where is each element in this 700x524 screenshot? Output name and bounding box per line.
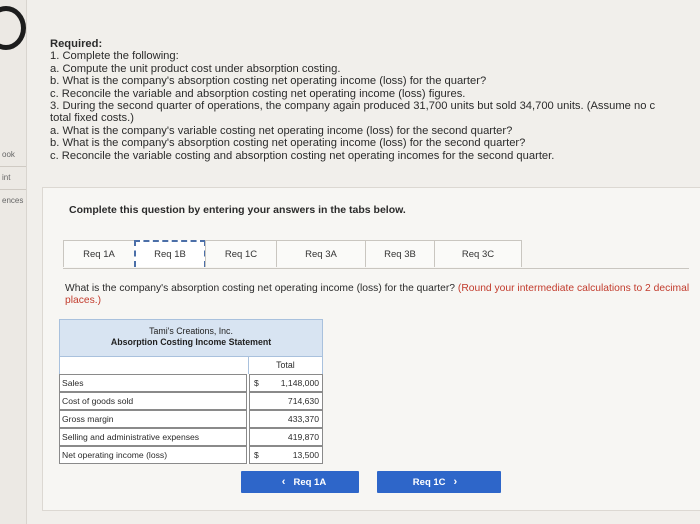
- required-line: c. Reconcile the variable costing and absorption costing net operating incomes for the second quarter.: [50, 149, 555, 162]
- tab-req-1c[interactable]: Req 1C: [205, 240, 277, 267]
- required-line: c. Reconcile the variable and absorption costing net operating income (loss) figures.: [50, 87, 466, 100]
- row-value: 714,630: [287, 396, 319, 406]
- tab-req-1b[interactable]: Req 1B: [134, 240, 206, 267]
- sidebar-label-ences[interactable]: ences: [2, 196, 24, 205]
- next-req-label: Req 1C: [412, 476, 446, 488]
- row-value: 419,870: [287, 432, 319, 442]
- row-value-input[interactable]: [249, 428, 323, 446]
- statement-header: [59, 319, 323, 357]
- required-line: a. Compute the unit product cost under absorption costing.: [50, 62, 341, 75]
- row-value: 1,148,000: [280, 378, 319, 388]
- chevron-right-icon: ›: [453, 476, 458, 488]
- tab-req-3a[interactable]: Req 3A: [276, 240, 366, 267]
- income-statement: [59, 319, 323, 464]
- question-text: [65, 283, 695, 307]
- question-body: What is the company's absorption costing net operating income (loss) for the quarter?: [65, 283, 456, 294]
- table-row: [59, 428, 323, 446]
- row-label-input[interactable]: Selling and administrative expenses: [59, 428, 247, 446]
- sidebar-label-int[interactable]: int: [2, 173, 11, 182]
- required-line: total fixed costs.): [50, 112, 134, 125]
- currency-symbol: $: [254, 450, 259, 460]
- row-value-input[interactable]: [249, 374, 323, 392]
- left-rail: [0, 0, 27, 524]
- next-req-button[interactable]: [377, 471, 501, 493]
- tab-req-1a[interactable]: Req 1A: [63, 240, 135, 267]
- tab-req-3c[interactable]: Req 3C: [434, 240, 522, 267]
- row-label-input[interactable]: Gross margin: [59, 410, 247, 428]
- required-line: b. What is the company's absorption costing net operating income (loss) for the second quarter?: [50, 137, 526, 150]
- instruction-text: Complete this question by entering your answers in the tabs below.: [69, 204, 406, 216]
- row-label-input[interactable]: Net operating income (loss): [59, 446, 247, 464]
- required-title: Required:: [50, 38, 103, 50]
- company-name: Tami's Creations, Inc.: [149, 326, 233, 336]
- prev-req-button[interactable]: [241, 471, 359, 493]
- table-row: [59, 446, 323, 464]
- row-label-input[interactable]: Cost of goods sold: [59, 392, 247, 410]
- statement-name: Absorption Costing Income Statement: [110, 337, 272, 347]
- currency-symbol: $: [254, 378, 259, 388]
- row-value: 433,370: [287, 414, 319, 424]
- table-row: [59, 374, 323, 392]
- table-row: [59, 410, 323, 428]
- tab-req-3b[interactable]: Req 3B: [365, 240, 435, 267]
- question-hint: (Round your intermediate calculations to 2 decimal places.): [65, 283, 690, 306]
- prev-req-label: Req 1A: [293, 476, 327, 488]
- required-line: 3. During the second quarter of operations, the company again produced 31,700 units but sold 34,700 units. (Assume no c: [50, 100, 656, 113]
- required-line: b. What is the company's absorption costing net operating income (loss) for the quarter?: [50, 75, 487, 88]
- row-label-input[interactable]: Sales: [59, 374, 247, 392]
- row-value-input[interactable]: [249, 410, 323, 428]
- required-line: 1. Complete the following:: [50, 50, 179, 63]
- requirements-block: [50, 38, 700, 162]
- total-header: Total: [248, 357, 323, 374]
- req-tabs: [63, 240, 521, 268]
- chevron-left-icon: ‹: [281, 476, 286, 488]
- row-value-input[interactable]: [249, 392, 323, 410]
- logo-icon: [0, 6, 26, 50]
- sidebar-label-ook[interactable]: ook: [2, 150, 15, 159]
- row-value-input[interactable]: [249, 446, 323, 464]
- row-value: 13,500: [292, 450, 319, 460]
- table-row: [59, 392, 323, 410]
- answer-panel: [42, 187, 700, 511]
- required-line: a. What is the company's variable costing net operating income (loss) for the second quarter?: [50, 124, 513, 137]
